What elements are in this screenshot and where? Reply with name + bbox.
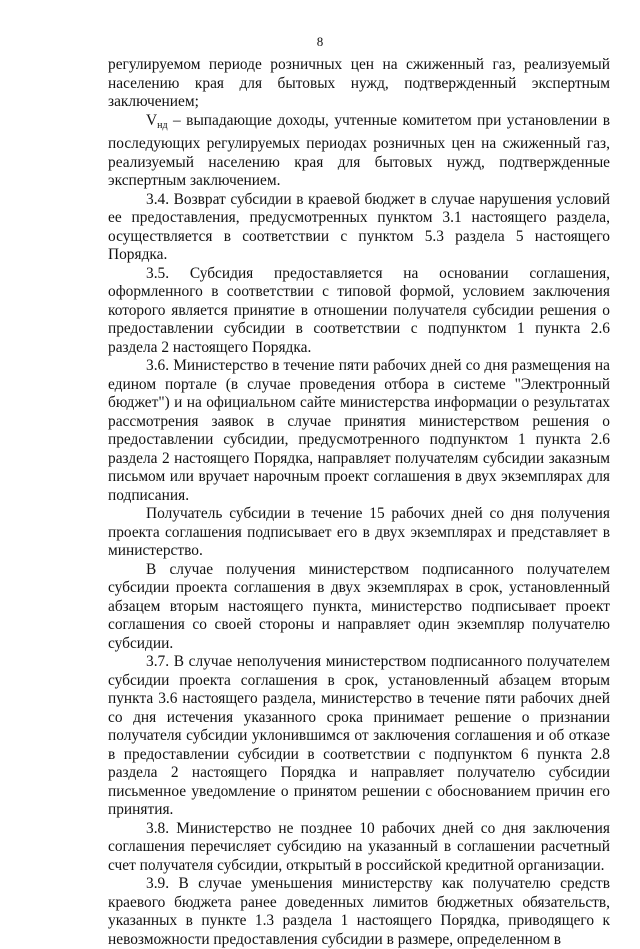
page-number: 8 — [316, 34, 324, 49]
paragraph-3-6: 3.6. Министерство в течение пяти рабочих дней со дня размещения на едином портале (в случае проведения отбора в системе "Электронный бюджет") и на официальном сайте министерства информации о результатах рассмотрения заявок в случае принятия министерством решения о предоставлении субсидии, предусмотренного подпунктом 1 пункта 2.6 раздела 2 настоящего Порядка, направляет получателям субсидии заказным письмом или вручает нарочным проект соглашения в двух экземплярах для подписания. — [108, 357, 610, 504]
vnd-definition-text: – выпадающие доходы, учтенные комитетом при установлении в последующих регулируемых периодах розничных цен на сжиженный газ, реализуемый населению края для бытовых нужд, подтвержденные экспертным заключением. — [108, 111, 610, 189]
paragraph-3-6-second: Получатель субсидии в течение 15 рабочих дней со дня получения проекта соглашения подписывает его в двух экземплярах и представляет в министерство. — [108, 505, 610, 559]
paragraph-3-6-third: В случае получения министерством подписанного получателем субсидии проекта соглашения в двух экземплярах в срок, установленный абзацем вторым настоящего пункта, министерство подписывает проект соглашения со своей стороны и направляет один экземпляр получателю субсидии. — [108, 560, 610, 652]
symbol-subscript: нд — [157, 119, 168, 131]
paragraph-3-9: 3.9. В случае уменьшения министерству как получателю средств краевого бюджета ранее доведенных лимитов бюджетных обязательств, указанных в пункте 1.3 раздела 1 настоящего Порядка, приводящего к невозможности предоставления субсидии в размере, определенном в — [108, 875, 610, 948]
paragraph-3-5: 3.5. Субсидия предоставляется на основании соглашения, оформленного в соответствии с типовой формой, условием заключения которого является принятие в отношении получателя субсидии решения о предоставлении субсидии в соответствии с подпунктом 1 пункта 2.6 раздела 2 настоящего Порядка. — [108, 264, 610, 356]
paragraph-continuation: регулируемом периоде розничных цен на сжиженный газ, реализуемый населению края для бытовых нужд, подтвержденный экспертным заключением; — [108, 56, 610, 110]
paragraph-3-8: 3.8. Министерство не позднее 10 рабочих дней со дня заключения соглашения перечисляет субсидию на указанный в соглашении расчетный счет получателя субсидии, открытый в российской кредитной организации. — [108, 819, 610, 874]
document-body — [108, 56, 610, 949]
paragraph-3-4: 3.4. Возврат субсидии в краевой бюджет в случае нарушения условий ее предоставления, предусмотренных пунктом 3.1 настоящего раздела, осуществляется в соответствии с пунктом 5.3 раздела 5 настоящего Порядка. — [108, 190, 610, 263]
paragraph-vnd-definition — [108, 112, 610, 191]
paragraph-3-7: 3.7. В случае неполучения министерством подписанного получателем субсидии проекта соглашения в срок, установленный абзацем вторым пункта 3.6 настоящего раздела, министерство в течение пяти рабочих дней со дня истечения указанного срока принимает решение о признании получателя субсидии уклонившимся от заключения соглашения и об отказе в предоставлении субсидии в соответствии с подпунктом 6 пункта 2.8 раздела 2 настоящего Порядка и направляет получателю субсидии письменное уведомление о принятом решении с обоснованием причин его принятия. — [108, 653, 610, 818]
symbol-v: V — [146, 111, 158, 129]
